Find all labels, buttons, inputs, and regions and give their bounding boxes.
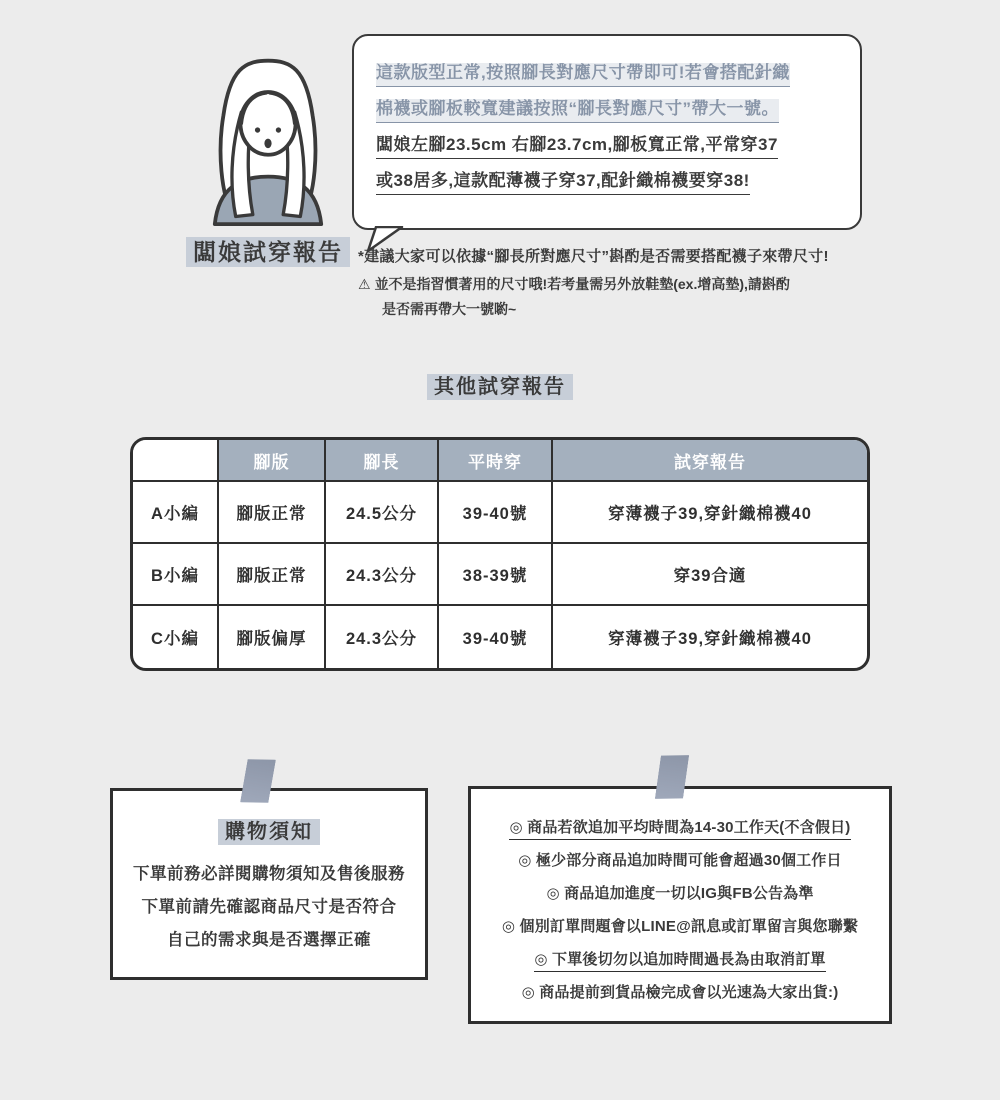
table-row-c-length: 24.3公分 xyxy=(326,606,439,668)
table-row-b-report: 穿39合適 xyxy=(553,544,867,606)
table-row-a-name: A小編 xyxy=(133,482,219,544)
table-header-empty xyxy=(133,440,219,482)
rule-item: ◎ 商品若欲追加平均時間為14-30工作天(不含假日) xyxy=(471,811,889,844)
table-header-report: 試穿報告 xyxy=(553,440,867,482)
table-row-c-shape: 腳版偏厚 xyxy=(219,606,326,668)
bubble-line-4: 或38居多,這款配薄襪子穿37,配針織棉襪要穿38! xyxy=(376,166,840,191)
shopping-notice-title-text: 購物須知 xyxy=(218,819,320,845)
rule-item: ◎ 商品追加進度一切以IG與FB公告為準 xyxy=(546,885,814,902)
table-row-b-shape: 腳版正常 xyxy=(219,544,326,606)
table-row-a-size: 39-40號 xyxy=(439,482,553,544)
owner-report-title-text: 闆娘試穿報告 xyxy=(186,237,350,267)
owner-speech-bubble xyxy=(352,34,862,230)
table-header-usual-size: 平時穿 xyxy=(439,440,553,482)
bubble-line-1: 這款版型正常,按照腳長對應尺寸帶即可!若會搭配針織 xyxy=(376,58,840,83)
table-row-b-length: 24.3公分 xyxy=(326,544,439,606)
table-row-c-size: 39-40號 xyxy=(439,606,553,668)
owner-report-title xyxy=(148,234,388,267)
notice-line: 下單前務必詳閱購物須知及售後服務 xyxy=(133,865,405,883)
shopping-notice-title xyxy=(113,815,425,844)
table-row-a-report: 穿薄襪子39,穿針織棉襪40 xyxy=(553,482,867,544)
table-row-c-name: C小編 xyxy=(133,606,219,668)
table-row-a-shape: 腳版正常 xyxy=(219,482,326,544)
other-reports-title-text: 其他試穿報告 xyxy=(427,374,573,400)
table-row-b-size: 38-39號 xyxy=(439,544,553,606)
footnote-line-2-text: 並不是指習慣著用的尺寸哦!若考量需另外放鞋墊(ex.增高墊),請斟酌 xyxy=(374,276,790,292)
rule-item: ◎ 極少部分商品追加時間可能會超過30個工作日 xyxy=(518,852,842,869)
bubble-line-2: 棉襪或腳板較寬建議按照“腳長對應尺寸”帶大一號。 xyxy=(376,94,840,119)
footnote-line-3: 是否需再帶大一號喲~ xyxy=(382,301,517,317)
footnote-line-2 xyxy=(358,273,898,295)
shopping-notice-box xyxy=(110,788,428,980)
footnote-line-1: *建議大家可以依據“腳長所對應尺寸”斟酌是否需要搭配襪子來帶尺寸! xyxy=(358,248,829,265)
table-header-foot-shape: 腳版 xyxy=(219,440,326,482)
notice-line: 自己的需求與是否選擇正確 xyxy=(167,931,371,949)
warning-icon: ⚠ xyxy=(358,276,371,292)
notice-line: 下單前請先確認商品尺寸是否符合 xyxy=(141,898,397,916)
table-row-b-name: B小編 xyxy=(133,544,219,606)
rule-item: ◎ 個別訂單問題會以LINE@訊息或訂單留言與您聯繫 xyxy=(501,918,859,935)
bubble-line-3: 闆娘左腳23.5cm 右腳23.7cm,腳板寬正常,平常穿37 xyxy=(376,130,840,155)
table-row-c-report: 穿薄襪子39,穿針織棉襪40 xyxy=(608,630,812,648)
try-on-size-table xyxy=(130,437,870,671)
table-header-foot-length: 腳長 xyxy=(326,440,439,482)
rule-item: ◎ 商品提前到貨品檢完成會以光速為大家出貨:) xyxy=(521,984,839,1001)
rule-item: ◎ 下單後切勿以追加時間過長為由取消訂單 xyxy=(471,943,889,976)
size-advice-footnotes xyxy=(358,246,898,320)
order-rules-box xyxy=(468,786,892,1024)
table-row-a-length: 24.5公分 xyxy=(326,482,439,544)
owner-avatar-illustration xyxy=(192,36,344,226)
other-reports-title xyxy=(0,370,1000,399)
